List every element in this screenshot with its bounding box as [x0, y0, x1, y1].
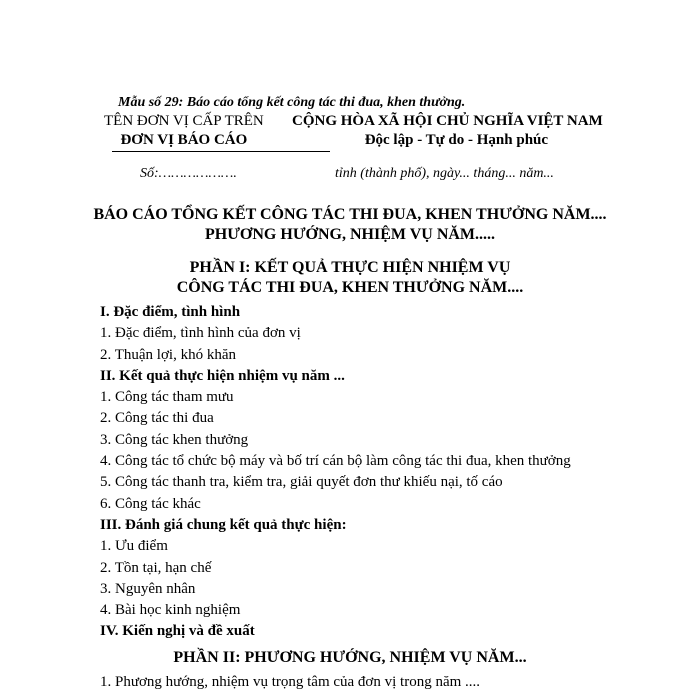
- section-heading: IV. Kiến nghị và đề xuất: [100, 623, 255, 640]
- header-right: [292, 112, 603, 150]
- document-number: Số:……………….: [140, 166, 237, 181]
- list-item: 2. Thuận lợi, khó khăn: [100, 346, 236, 363]
- national-motto: Độc lập - Tự do - Hạnh phúc: [364, 132, 549, 148]
- part1-heading-line2: CÔNG TÁC THI ĐUA, KHEN THƯỞNG NĂM....: [176, 279, 524, 296]
- part1-heading: [0, 258, 700, 298]
- list-item: 2. Công tác thi đua: [100, 410, 214, 427]
- list-item: 5. Công tác thanh tra, kiểm tra, giải quyết đơn thư khiếu nại, tố cáo: [100, 474, 503, 491]
- report-title: [0, 205, 700, 245]
- report-title-line1: BÁO CÁO TỔNG KẾT CÔNG TÁC THI ĐUA, KHEN THƯỞNG NĂM....: [93, 206, 607, 223]
- header-divider: [112, 151, 330, 152]
- country-name: CỘNG HÒA XÃ HỘI CHỦ NGHĨA VIỆT NAM: [292, 113, 603, 129]
- part2-list: [100, 672, 480, 693]
- part1-heading-line1: PHẦN I: KẾT QUẢ THỰC HIỆN NHIỆM VỤ: [189, 259, 511, 276]
- part2-item-1: 1. Phương hướng, nhiệm vụ trọng tâm của đơn vị trong năm ....: [100, 674, 481, 690]
- place-date: tỉnh (thành phố), ngày... tháng... năm...: [335, 166, 554, 181]
- list-item: 3. Công tác khen thưởng: [100, 431, 249, 448]
- list-item: 3. Nguyên nhân: [100, 580, 196, 597]
- section-heading: II. Kết quả thực hiện nhiệm vụ năm ...: [100, 367, 345, 384]
- list-item: 6. Công tác khác: [100, 495, 201, 512]
- part2-heading: PHẦN II: PHƯƠNG HƯỚNG, NHIỆM VỤ NĂM...: [173, 649, 527, 666]
- list-item: 4. Công tác tổ chức bộ máy và bố trí cán bộ làm công tác thi đua, khen thưởng: [100, 453, 571, 470]
- reporting-unit-name: ĐƠN VỊ BÁO CÁO: [120, 131, 247, 152]
- section-heading: I. Đặc điểm, tình hình: [100, 304, 241, 320]
- outline-list: [100, 302, 571, 643]
- form-number: Mẫu số 29: Báo cáo tổng kết công tác thi đua, khen thưởng.: [118, 95, 466, 110]
- superior-unit-name: TÊN ĐƠN VỊ CẤP TRÊN: [104, 113, 264, 129]
- header-left: [104, 112, 264, 152]
- list-item: 1. Công tác tham mưu: [100, 389, 234, 406]
- section-heading: III. Đánh giá chung kết quả thực hiện:: [100, 516, 347, 533]
- report-title-line2: PHƯƠNG HƯỚNG, NHIỆM VỤ NĂM.....: [204, 226, 496, 243]
- list-item: 4. Bài học kinh nghiệm: [100, 602, 241, 619]
- list-item: 2. Tồn tại, hạn chế: [100, 559, 212, 576]
- list-item: 1. Đặc điểm, tình hình của đơn vị: [100, 325, 301, 342]
- list-item: 1. Ưu điểm: [100, 538, 168, 555]
